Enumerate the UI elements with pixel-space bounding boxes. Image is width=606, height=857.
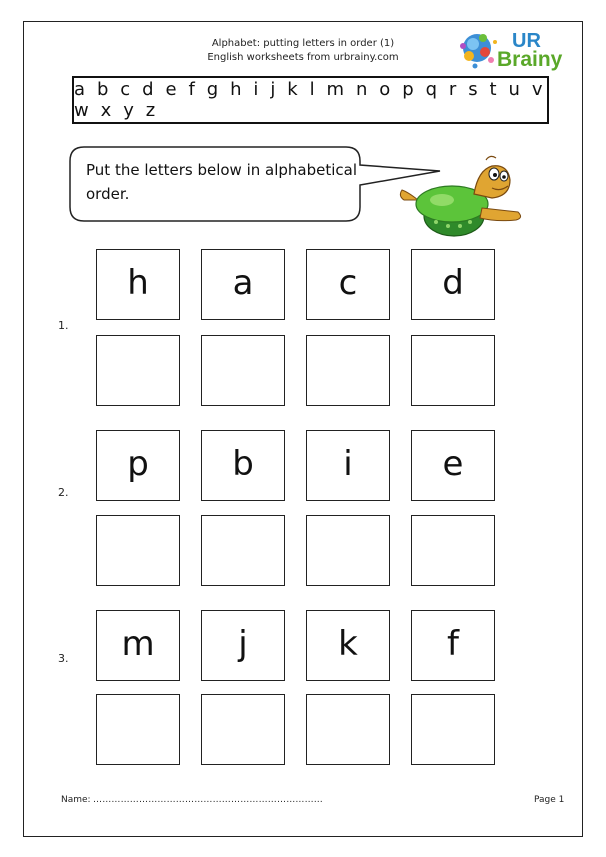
letter-box: c	[306, 249, 390, 320]
question-number: 1.	[58, 319, 69, 332]
letter-box: a	[201, 249, 285, 320]
answer-box[interactable]	[201, 694, 285, 765]
answer-box[interactable]	[306, 515, 390, 586]
worksheet-subtitle: English worksheets from urbrainy.com	[207, 52, 399, 63]
worksheet-title: Alphabet: putting letters in order (1)	[211, 38, 395, 49]
answer-box[interactable]	[306, 335, 390, 406]
question-number: 3.	[58, 652, 69, 665]
letter-box: f	[411, 610, 495, 681]
answer-box[interactable]	[96, 515, 180, 586]
question-number: 2.	[58, 486, 69, 499]
answer-box[interactable]	[411, 335, 495, 406]
answer-box[interactable]	[306, 694, 390, 765]
turtle-icon	[396, 150, 526, 250]
letter-box: j	[201, 610, 285, 681]
logo-text-ur: UR	[512, 30, 541, 52]
name-field[interactable]: …………………………………………………………………	[93, 795, 323, 805]
letter-box: d	[411, 249, 495, 320]
letter-box: p	[96, 430, 180, 501]
answer-box[interactable]	[96, 694, 180, 765]
answer-box[interactable]	[96, 335, 180, 406]
answer-box[interactable]	[201, 335, 285, 406]
letter-box: i	[306, 430, 390, 501]
name-label: Name:	[61, 795, 91, 805]
letter-box: k	[306, 610, 390, 681]
page-number: Page 1	[534, 795, 565, 805]
answer-box[interactable]	[411, 694, 495, 765]
letter-box: e	[411, 430, 495, 501]
logo-text-brainy: Brainy	[497, 48, 563, 71]
answer-box[interactable]	[411, 515, 495, 586]
letter-box: b	[201, 430, 285, 501]
letter-box: m	[96, 610, 180, 681]
alphabet-strip: a b c d e f g h i j k l m n o p q r s t u v w x y z	[72, 76, 549, 124]
letter-box: h	[96, 249, 180, 320]
answer-box[interactable]	[201, 515, 285, 586]
instruction-text: Put the letters below in alphabetical order.	[86, 161, 358, 203]
